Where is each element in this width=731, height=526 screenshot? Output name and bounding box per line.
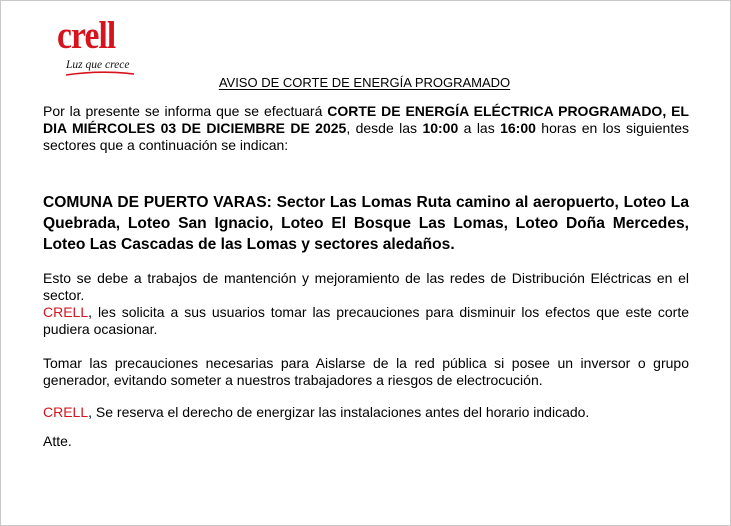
reserve-paragraph: CRELL, Se reserva el derecho de energizar las instalaciones antes del horario indicado.: [43, 404, 590, 420]
affected-sectors: COMUNA DE PUERTO VARAS: Sector Las Lomas Ruta camino al aeropuerto, Loteo La Quebrada, Loteo San Ignacio, Loteo El Bosque Las Lomas, Loteo Doña Mercedes, Loteo Las Cascadas de las Lomas y sectores aledaños.: [43, 194, 689, 253]
signoff: Atte.: [43, 433, 72, 449]
brand-name: CRELL: [43, 404, 89, 420]
logo-tagline: Luz que crece: [66, 59, 130, 71]
notice-title: AVISO DE CORTE DE ENERGÍA PROGRAMADO: [218, 75, 511, 90]
reason-text: Esto se debe a trabajos de mantención y mejoramiento de las redes de Distribución Eléctricas en el sector.: [43, 270, 689, 303]
end-time: 16:00: [500, 120, 536, 136]
logo-wordmark: crell: [57, 14, 116, 57]
isolation-paragraph: Tomar las precauciones necesarias para Aislarse de la red pública si posee un inversor o grupo generador, evitando someter a nuestros trabajadores a riesgos de electrocución.: [43, 355, 689, 388]
crell-logo: [57, 14, 137, 72]
start-time: 10:00: [422, 120, 459, 136]
reason-and-precautions: [43, 270, 689, 338]
intro-paragraph: Por la presente se informa que se efectuará CORTE DE ENERGÍA ELÉCTRICA PROGRAMADO, EL DIA MIÉRCOLES 03 DE DICIEMBRE DE 2025, desde las 10:00 a las 16:00 horas en los siguientes sectores que a continuación se indican:: [43, 103, 690, 153]
outage-date: CORTE DE ENERGÍA ELÉCTRICA PROGRAMADO, EL DIA MIÉRCOLES 03 DE DICIEMBRE DE 2025: [43, 103, 689, 136]
precautions-text: , les solicita a sus usuarios tomar las precauciones para disminuir los efectos que este corte pudiera ocasionar.: [43, 304, 689, 337]
brand-name: CRELL: [43, 304, 89, 320]
